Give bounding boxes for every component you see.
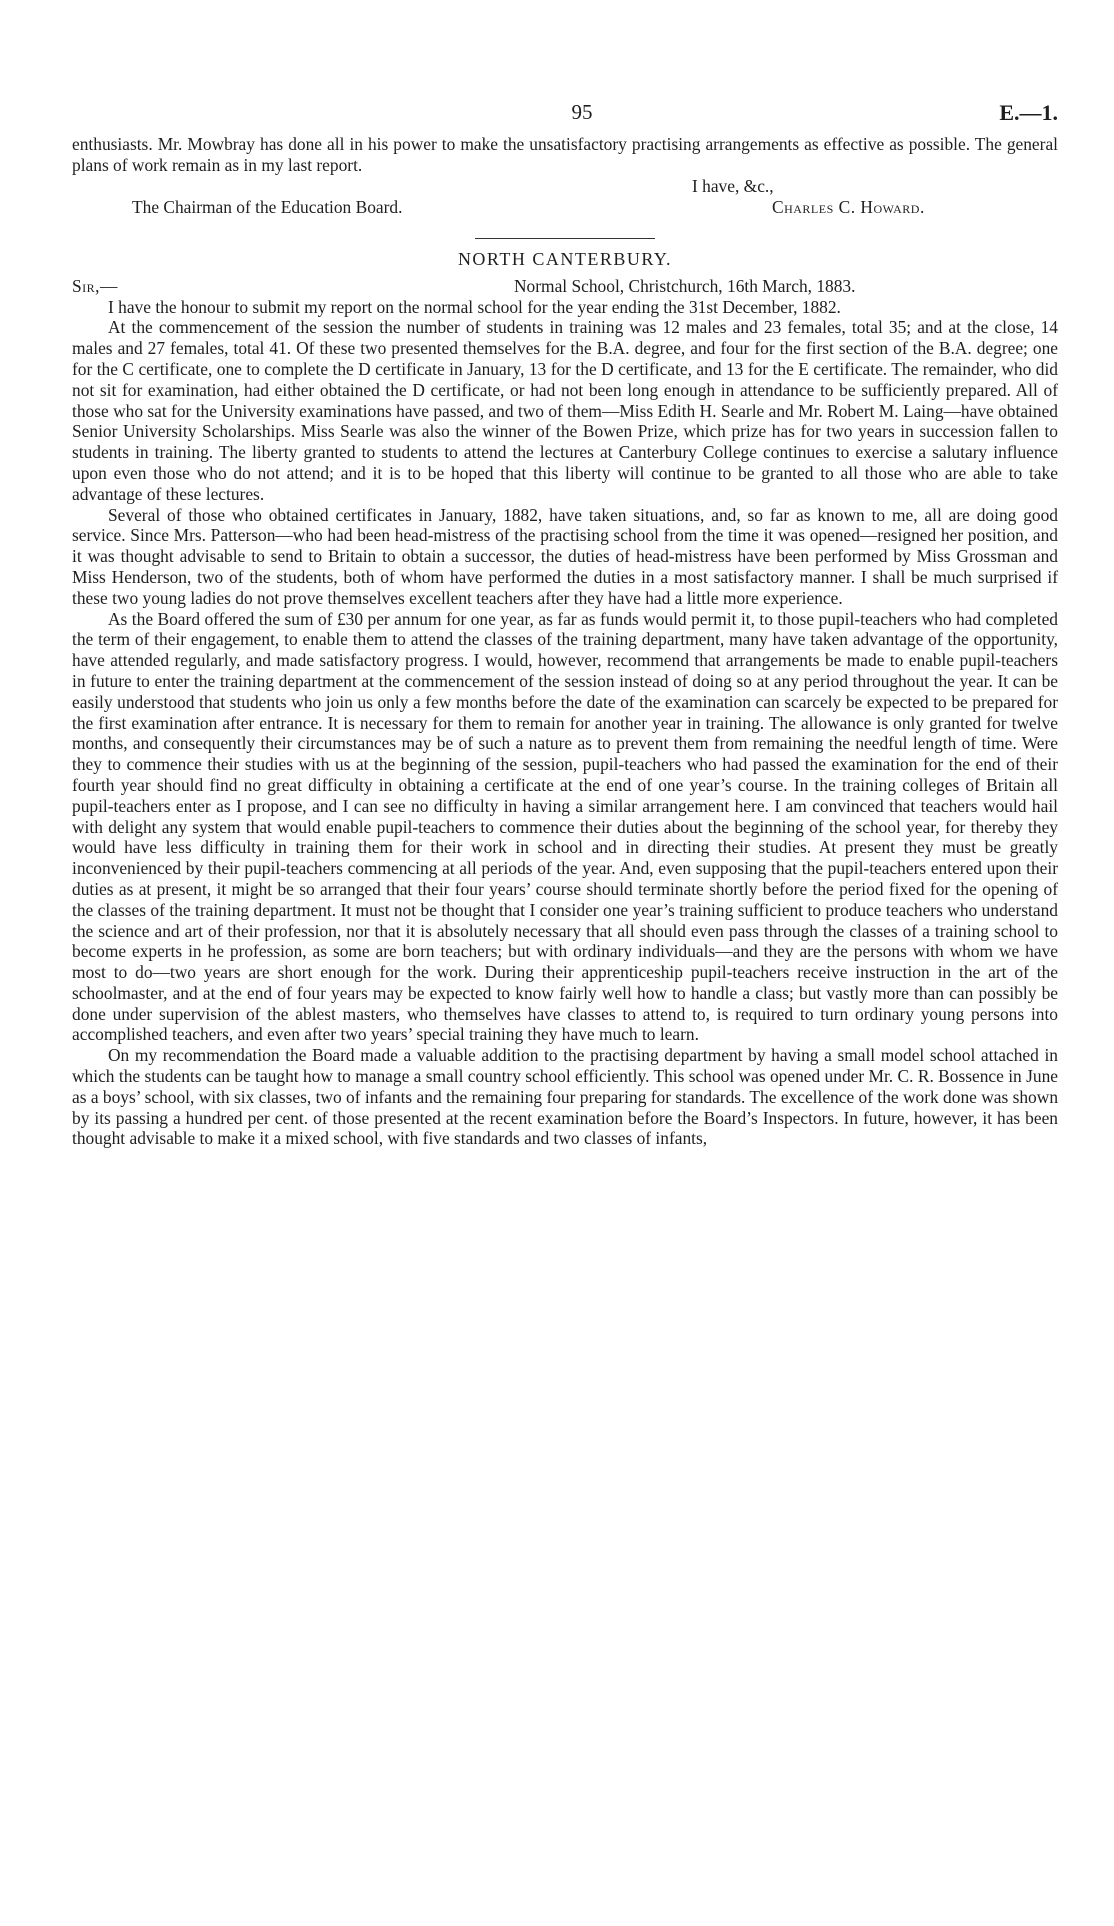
signature: Charles C. Howard. bbox=[772, 196, 925, 217]
report-paragraph-4: As the Board offered the sum of £30 per annum for one year, as far as funds would permit it, to those pupil-teachers who had completed the term of their engagement, to enable them to attend the classes of the training department, many have taken advantage of the opportunity, have attended regularly, and made satisfactory progress. I would, however, recommend that arrangements be made to enable pupil-teachers in future to enter the training department at the commencement of the session instead of doing so at any period throughout the year. It can be easily understood that students who join us only a few months before the date of the examination can scarcely be expected to be prepared for the first examination after entrance. It is necessary for them to remain for another year in training. The allowance is only granted for twelve months, and consequently their circumstances may be of such a nature as to prevent them from remaining the needful length of time. Were they to commence their studies with us at the beginning of the session, pupil-teachers who had passed the examination for the end of their fourth year should find no great difficulty in obtaining a certificate at the end of one year’s course. In the training colleges of Britain all pupil-teachers enter as I propose, and I can see no difficulty in having a similar arrangement here. I am convinced that teachers would hail with delight any system that would enable pupil-teachers to commence their duties about the beginning of the school year, for thereby they would have less difficulty in training them for their work in school and in directing their studies. At present they must be greatly inconvenienced by their pupil-teachers commencing at all periods of the year. And, even supposing that the pupil-teachers entered upon their duties as at present, it might be so arranged that their four years’ course should terminate shortly before the period fixed for the opening of the classes of the training department. It must not be thought that I consider one year’s training sufficient to produce teachers who understand the science and art of their profession, nor that it is absolutely necessary that all should even pass through the classes of a training school to become experts in he profession, as some are born teachers; but with ordinary individuals—and they are the persons with whom we have most to do—two years are short enough for the work. During their apprenticeship pupil-teachers receive instruction in the art of the schoolmaster, and at the end of four years may be expected to know fairly well how to handle a class; but vastly more than can possibly be done under supervision of the ablest masters, who themselves have classes to attend to, is required to turn ordinary young persons into accomplished teachers, and even after two years’ special training they have much to learn. bbox=[72, 608, 1058, 1045]
report-paragraph-1: I have the honour to submit my report on the normal school for the year ending the 31st December, 1882. bbox=[108, 296, 841, 317]
document-reference: E.—1. bbox=[999, 100, 1058, 125]
valediction: I have, &c., bbox=[692, 175, 774, 196]
report-paragraph-5: On my recommendation the Board made a valuable addition to the practising department by having a small model school attached in which the students can be taught how to manage a small country school efficiently. This school was opened under Mr. C. R. Bossence in June as a boys’ school, with six classes, two of infants and the remaining four preparing for standards. The excellence of the work done was shown by its passing a hundred per cent. of those presented at the recent examination before the Board’s Inspectors. In future, however, it has been thought advisable to make it a mixed school, with five standards and two classes of infants, bbox=[72, 1045, 1059, 1149]
addressee: The Chairman of the Education Board. bbox=[132, 196, 403, 217]
signature-row bbox=[72, 197, 1058, 218]
report-paragraph-2: At the commencement of the session the number of students in training was 12 males and 23 females, total 35; and at the close, 14 males and 27 females, total 41. Of these two presented themselves for the B.A. degree, and four for the first section of the B.A. degree; one for the C certificate, one to complete the D certificate in January, 13 for the D certificate, and 13 for the E certificate. The remainder, who did not sit for examination, had either obtained the D certificate, or had not been long enough in attendance to be sufficiently prepared. All of those who sat for the University examinations have passed, and two of them—Miss Edith H. Searle and Mr. Robert M. Laing—have obtained Senior University Scholarships. Miss Searle was also the winner of the Bowen Prize, which prize has for two years in succession fallen to students in training. The liberty granted to students to attend the lectures at Canterbury College continues to exercise a salutary influence upon even those who do not attend; and it is to be hoped that this liberty will continue to be granted to all those who are able to take advantage of these lectures. bbox=[72, 317, 1058, 504]
document-page bbox=[72, 100, 1058, 1900]
valediction-row bbox=[72, 176, 1058, 197]
salutation: Sir,— bbox=[72, 275, 118, 296]
salutation-row bbox=[72, 276, 1058, 297]
previous-report-closing-paragraph: enthusiasts. Mr. Mowbray has done all in his power to make the unsatisfactory practising arrangements as effective as possible. The general plans of work remain as in my last report. bbox=[72, 134, 1058, 175]
page-number: 95 bbox=[571, 100, 593, 124]
report-paragraph-3: Several of those who obtained certificates in January, 1882, have taken situations, and, so far as known to me, all are doing good service. Since Mrs. Patterson—who had been head-mistress of the practising school from the time it was opened—resigned her position, and it was thought advisable to send to Britain to obtain a successor, the duties of head-mistress have been performed by Miss Grossman and Miss Henderson, two of the students, both of whom have performed the duties in a most satisfactory manner. I shall be much surprised if these two young ladies do not prove themselves excellent teachers after they have had a little more experience. bbox=[72, 504, 1058, 608]
section-divider bbox=[475, 238, 655, 239]
section-title: NORTH CANTERBURY. bbox=[457, 248, 673, 269]
location-date: Normal School, Christchurch, 16th March, 1883. bbox=[514, 275, 856, 296]
page-header bbox=[72, 100, 1058, 134]
